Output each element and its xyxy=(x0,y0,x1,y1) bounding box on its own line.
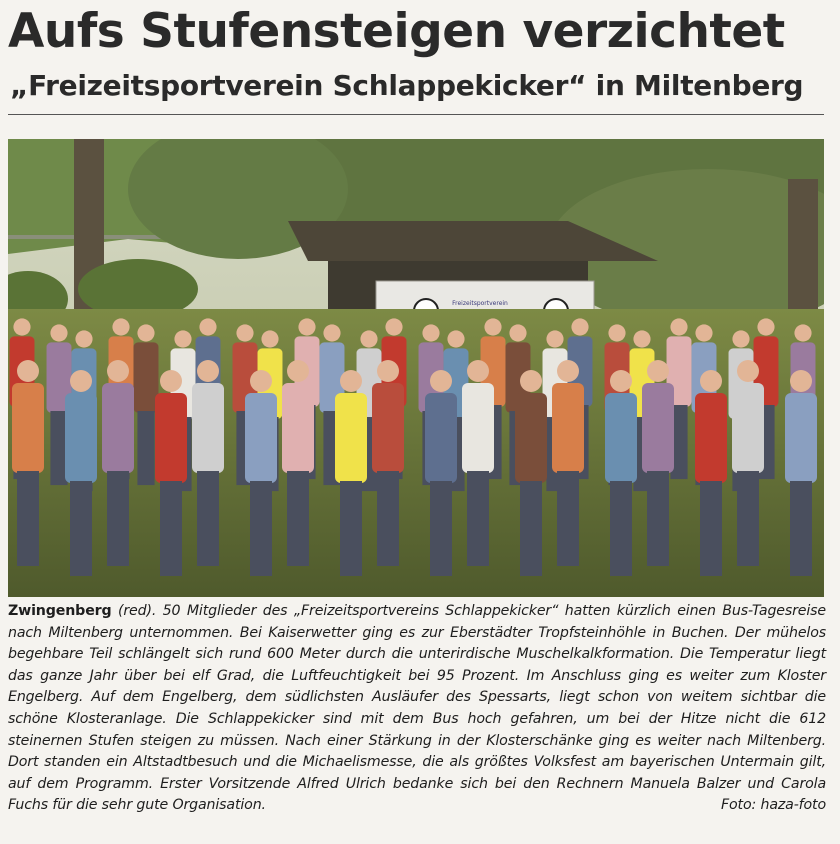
person-body xyxy=(462,383,494,473)
person-head xyxy=(633,330,650,347)
person-head xyxy=(385,318,402,335)
headline: Aufs Stufensteigen verzichtet xyxy=(8,4,785,59)
group-photo-illustration xyxy=(8,139,824,597)
person-legs xyxy=(250,481,272,576)
person-head xyxy=(17,360,39,382)
person-legs xyxy=(790,481,812,576)
person-body xyxy=(372,383,404,473)
person-head xyxy=(447,330,464,347)
person-head xyxy=(695,324,712,341)
person-head xyxy=(377,360,399,382)
person-head xyxy=(757,318,774,335)
person-head xyxy=(236,324,253,341)
person-head xyxy=(197,360,219,382)
person-body xyxy=(102,383,134,473)
person-body xyxy=(785,393,817,483)
person-head xyxy=(107,360,129,382)
person-legs xyxy=(467,471,489,566)
person-head xyxy=(422,324,439,341)
person-head xyxy=(670,318,687,335)
person-head xyxy=(484,318,501,335)
person-body xyxy=(335,393,367,483)
person-legs xyxy=(737,471,759,566)
person-head xyxy=(732,330,749,347)
person-head xyxy=(546,330,563,347)
person-body xyxy=(425,393,457,483)
person-legs xyxy=(340,481,362,576)
person-head xyxy=(790,370,812,392)
person-legs xyxy=(557,471,579,566)
person-head xyxy=(70,370,92,392)
person-body xyxy=(12,383,44,473)
person-head xyxy=(430,370,452,392)
person-head xyxy=(340,370,362,392)
person-head xyxy=(571,318,588,335)
person-head xyxy=(608,324,625,341)
person-legs xyxy=(160,481,182,576)
person-legs xyxy=(520,481,542,576)
person-body xyxy=(65,393,97,483)
headline-rule xyxy=(8,114,824,115)
person-head xyxy=(160,370,182,392)
person-head xyxy=(137,324,154,341)
person-head xyxy=(112,318,129,335)
person-legs xyxy=(430,481,452,576)
person-head xyxy=(199,318,216,335)
person-head xyxy=(794,324,811,341)
person-head xyxy=(75,330,92,347)
person-head xyxy=(250,370,272,392)
person-legs xyxy=(137,411,154,485)
person-body xyxy=(642,383,674,473)
person-legs xyxy=(17,471,39,566)
person-legs xyxy=(70,481,92,576)
person-head xyxy=(737,360,759,382)
person-head xyxy=(323,324,340,341)
person-legs xyxy=(197,471,219,566)
person-head xyxy=(557,360,579,382)
group-photo xyxy=(8,139,824,597)
person-head xyxy=(174,330,191,347)
person-body xyxy=(515,393,547,483)
person-body xyxy=(695,393,727,483)
person-head xyxy=(360,330,377,347)
person-head xyxy=(298,318,315,335)
person-body xyxy=(282,383,314,473)
person-legs xyxy=(287,471,309,566)
person-head xyxy=(509,324,526,341)
person-body xyxy=(134,342,159,412)
person-head xyxy=(261,330,278,347)
dateline-place: Zwingenberg xyxy=(8,603,112,619)
person-legs xyxy=(377,471,399,566)
person-head xyxy=(50,324,67,341)
article-text: 50 Mitglieder des „Freizeitsportvereins Schlappekicker“ hatten kürzlich einen Bus-Tagesreise nach Miltenberg unternommen. Bei Kaiserwetter ging es zur Eberstädter Tropfsteinhöhle in Buchen. Der mühelos begehbare Teil schlängelt sich rund 600 Meter durch die unterirdische Muschelkalkformation. Die Temperatur liegt das ganze Jahr über bei elf Grad, die Luftfeuchtigkeit bei 95 Prozent. Im Anschluss ging es weiter zum Kloster Engelberg. Auf dem Engelberg, dem südlichsten Ausläufer des Spessarts, liegt schon von weitem sichtbar die schöne Klosteranlage. Die Schlappekicker sind mit dem Bus hoch gefahren, um bei der Hitze nicht die 612 steinernen Stufen steigen zu müssen. Nach einer Stärkung in der Klosterschänke ging es weiter nach Miltenberg. Dort standen ein Altstadtbesuch und die Michaelismesse, die als größtes Volksfest am bayerischen Untermain gilt, auf dem Programm. Erster Vorsitzende Alfred Ulrich bedanke sich bei den Rechnern Manuela Balzer und Carola Fuchs für die sehr gute Organisation. xyxy=(8,603,826,814)
person-body xyxy=(155,393,187,483)
person-legs xyxy=(647,471,669,566)
person-head xyxy=(467,360,489,382)
subheadline: „Freizeitsportverein Schlappekicker“ in Miltenberg xyxy=(10,69,804,102)
photo-credit: Foto: haza-foto xyxy=(721,797,826,814)
person-body xyxy=(732,383,764,473)
banner-text-small: Freizeitsportverein xyxy=(452,300,508,307)
article-body xyxy=(8,601,826,817)
person-legs xyxy=(107,471,129,566)
person-head xyxy=(700,370,722,392)
person-legs xyxy=(610,481,632,576)
person-head xyxy=(287,360,309,382)
person-head xyxy=(520,370,542,392)
person-head xyxy=(647,360,669,382)
person-head xyxy=(13,318,30,335)
person-body xyxy=(192,383,224,473)
dateline-source: (red). xyxy=(111,603,163,619)
person-body xyxy=(605,393,637,483)
person-head xyxy=(610,370,632,392)
person-body xyxy=(245,393,277,483)
person-legs xyxy=(700,481,722,576)
person-body xyxy=(552,383,584,473)
